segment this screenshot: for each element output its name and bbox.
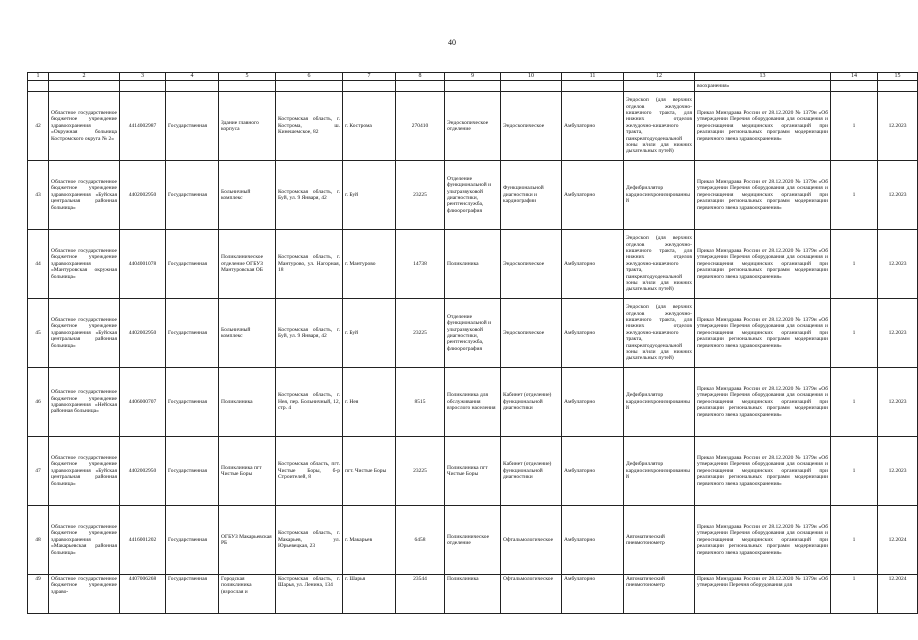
header-cell: 5 xyxy=(219,73,276,81)
inn-cell: 4406000707 xyxy=(120,368,166,437)
legal-basis-cell: Приказ Минздрава России от 28.12.2020 № 1379н «Об утверждении Перечня оборудования для оснащения и переоснащения медицинских организаций при реализации региональных программ модернизации первичного звена здравоохранения» xyxy=(695,230,831,299)
page-number: 40 xyxy=(448,38,456,47)
population-cell: 270410 xyxy=(396,92,445,161)
building-cell: Поликлиническое отделение ОГБУЗ Мантуровская ОБ xyxy=(219,230,276,299)
date-cell: 12.2024 xyxy=(878,506,918,575)
quantity-cell: 1 xyxy=(831,437,878,506)
legal-basis-cell: Приказ Минздрава России от 28.12.2020 № 1379н «Об утверждении Перечня оборудования для оснащения и переоснащения медицинских организаций при реализации региональных программ модернизации первичного звена здравоохранения» xyxy=(695,368,831,437)
header-cell: 1 xyxy=(28,73,49,81)
conditions-cell: Амбулаторно xyxy=(562,92,624,161)
header-cell: 15 xyxy=(878,73,918,81)
table-row xyxy=(28,506,918,575)
building-cell: Больничный комплекс xyxy=(219,161,276,230)
org-name-cell: Областное государственное бюджетное учреждение здравоохранения «Буйская центральная районная больница» xyxy=(49,299,120,368)
header-cell: 12 xyxy=(624,73,695,81)
locality-cell: г. Макарьев xyxy=(343,506,396,575)
row-number-cell: 47 xyxy=(28,437,49,506)
address-cell: Костромская область, пгт. Чистые Боры, б-р Строителей, 8 xyxy=(276,437,343,506)
population-cell: 23225 xyxy=(396,299,445,368)
department-cell: Поликлиника xyxy=(445,575,501,614)
date-cell: 12.2023 xyxy=(878,230,918,299)
org-name-cell: Областное государственное бюджетное учреждение здравоохранения «Нейская районная больница» xyxy=(49,368,120,437)
ownership-cell: Государственная xyxy=(166,92,219,161)
row-number-cell: 48 xyxy=(28,506,49,575)
legal-basis-cell: Приказ Минздрава России от 28.12.2020 № 1379н «Об утверждении Перечня оборудования для оснащения и переоснащения медицинских организаций при реализации региональных программ модернизации первичного звена здравоохранения» xyxy=(695,299,831,368)
conditions-cell: Амбулаторно xyxy=(562,230,624,299)
date-cell: 12.2023 xyxy=(878,92,918,161)
department-cell: Поликлиника xyxy=(445,230,501,299)
department-cell: Отделение функциональной и ультразвуковой диагностики, рентгенслужба, флюорография xyxy=(445,161,501,230)
locality-cell: г. Кострома xyxy=(343,92,396,161)
inn-cell: 4404001078 xyxy=(120,230,166,299)
ownership-cell: Государственная xyxy=(166,575,219,614)
ownership-cell: Государственная xyxy=(166,506,219,575)
inn-cell: 4414002987 xyxy=(120,92,166,161)
quantity-cell: 1 xyxy=(831,92,878,161)
population-cell: 23225 xyxy=(396,437,445,506)
locality-cell: г. Буй xyxy=(343,299,396,368)
equipment-table xyxy=(27,72,918,614)
equipment-cell: Автоматический пневмотонометр xyxy=(624,506,695,575)
equipment-cell: Дефибриллятор кардиосинхронизированный xyxy=(624,161,695,230)
ownership-cell: Государственная xyxy=(166,437,219,506)
quantity-cell: 1 xyxy=(831,230,878,299)
org-name-cell: Областное государственное бюджетное учреждение здравоохранения «Буйская центральная районная больница» xyxy=(49,161,120,230)
legal-basis-cell: Приказ Минздрава России от 28.12.2020 № 1379н «Об утверждении Перечня оборудования для оснащения и переоснащения медицинских организаций при реализации региональных программ модернизации первичного звена здравоохранения» xyxy=(695,437,831,506)
quantity-cell: 1 xyxy=(831,506,878,575)
conditions-cell: Амбулаторно xyxy=(562,299,624,368)
org-name-cell: Областное государственное бюджетное учреждение здравоохранения «Окружная больница Костромского округа № 2» xyxy=(49,92,120,161)
table-row xyxy=(28,575,918,614)
address-cell: Костромская область, г. Макарьев, ул. Юрьевецкая, 23 xyxy=(276,506,343,575)
row-number-cell: 42 xyxy=(28,92,49,161)
row-number-cell: 43 xyxy=(28,161,49,230)
locality-cell: г. Шарья xyxy=(343,575,396,614)
inn-cell: 4402002950 xyxy=(120,299,166,368)
equipment-cell: Эндоскоп (для верхних отделов желудочно-кишечного тракта, для нижних отделов желудочно-кишечного тракта, панкреатодуоденальной зоны и/или для нижних дыхательных путей) xyxy=(624,92,695,161)
date-cell: 12.2024 xyxy=(878,575,918,614)
row-number-cell: 46 xyxy=(28,368,49,437)
population-cell: 14738 xyxy=(396,230,445,299)
profile-cell: Кабинет (отделение) функциональной диагностики xyxy=(501,368,562,437)
quantity-cell: 1 xyxy=(831,299,878,368)
ownership-cell: Государственная xyxy=(166,230,219,299)
equipment-cell: Эндоскоп (для верхних отделов желудочно-кишечного тракта, для нижних отделов желудочно-кишечного тракта, панкреатодуоденальной зоны и/или для нижних дыхательных путей) xyxy=(624,230,695,299)
org-name-cell: Областное государственное бюджетное учреждение здраво- xyxy=(49,575,120,614)
department-cell: Поликлиника пгт Чистые Боры xyxy=(445,437,501,506)
org-name-cell: Областное государственное бюджетное учреждение здравоохранения «Мантуровская окружная больница» xyxy=(49,230,120,299)
building-cell: Больничный комплекс xyxy=(219,299,276,368)
address-cell: Костромская область, г. Нея, пер. Больничный, 12, стр. 4 xyxy=(276,368,343,437)
header-cell: 6 xyxy=(276,73,343,81)
conditions-cell: Амбулаторно xyxy=(562,161,624,230)
header-cell: 11 xyxy=(562,73,624,81)
table-row xyxy=(28,230,918,299)
profile-cell: Офтальмологическое xyxy=(501,506,562,575)
address-cell: Костромская область, г. Буй, ул. 9 Января, 42 xyxy=(276,161,343,230)
quantity-cell: 1 xyxy=(831,368,878,437)
ownership-cell: Государственная xyxy=(166,299,219,368)
building-cell: Городская поликлиника (взрослая и xyxy=(219,575,276,614)
address-cell: Костромская область, г. Шарья, ул. Ленина, 134 xyxy=(276,575,343,614)
org-name-cell: Областное государственное бюджетное учреждение здравоохранения «Макарьевская районная больница» xyxy=(49,506,120,575)
inn-cell: 4407006268 xyxy=(120,575,166,614)
table-row xyxy=(28,299,918,368)
conditions-cell: Амбулаторно xyxy=(562,575,624,614)
building-cell: Поликлиника xyxy=(219,368,276,437)
legal-basis-cell: Приказ Минздрава России от 28.12.2020 № 1379н «Об утверждении Перечня оборудования для оснащения и переоснащения медицинских организаций при реализации региональных программ модернизации первичного звена здравоохранения» xyxy=(695,161,831,230)
profile-cell: Эндоскопическое xyxy=(501,299,562,368)
population-cell: 23225 xyxy=(396,161,445,230)
profile-cell: Кабинет (отделение) функциональной диагностики xyxy=(501,437,562,506)
population-cell: 6458 xyxy=(396,506,445,575)
date-cell: 12.2023 xyxy=(878,437,918,506)
row-number-cell: 44 xyxy=(28,230,49,299)
inn-cell: 4402002950 xyxy=(120,161,166,230)
inn-cell: 4402002950 xyxy=(120,437,166,506)
header-cell: 7 xyxy=(343,73,396,81)
row-number-cell: 45 xyxy=(28,299,49,368)
locality-cell: г. Мантурово xyxy=(343,230,396,299)
date-cell: 12.2023 xyxy=(878,161,918,230)
address-cell: Костромская область, г. Буй, ул. 9 Января, 42 xyxy=(276,299,343,368)
ownership-cell: Государственная xyxy=(166,368,219,437)
quantity-cell: 1 xyxy=(831,575,878,614)
header-cell: 10 xyxy=(501,73,562,81)
locality-cell: г. Буй xyxy=(343,161,396,230)
header-cell: 13 xyxy=(695,73,831,81)
conditions-cell: Амбулаторно xyxy=(562,506,624,575)
equipment-cell: Эндоскоп (для верхних отделов желудочно-кишечного тракта, для нижних отделов желудочно-кишечного тракта, панкреатодуоденальной зоны и/или для нижних дыхательных путей) xyxy=(624,299,695,368)
quantity-cell: 1 xyxy=(831,161,878,230)
inn-cell: 4416001202 xyxy=(120,506,166,575)
legal-basis-cell: Приказ Минздрава России от 28.12.2020 № 1379н «Об утверждении Перечня оборудования для оснащения и переоснащения медицинских организаций при реализации региональных программ модернизации первичного звена здравоохранения» xyxy=(695,506,831,575)
department-cell: Поликлиническое отделение xyxy=(445,506,501,575)
locality-cell: пгт. Чистые Боры xyxy=(343,437,396,506)
date-cell: 12.2023 xyxy=(878,299,918,368)
header-cell: 4 xyxy=(166,73,219,81)
header-cell: 8 xyxy=(396,73,445,81)
profile-cell: Эндоскопическое xyxy=(501,92,562,161)
population-cell: 23544 xyxy=(396,575,445,614)
continuation-cell: воохранения» xyxy=(695,81,831,92)
header-cell: 14 xyxy=(831,73,878,81)
header-cell: 2 xyxy=(49,73,120,81)
column-header-row xyxy=(28,73,918,81)
profile-cell: Офтальмологическое xyxy=(501,575,562,614)
department-cell: Эндоскопическое отделение xyxy=(445,92,501,161)
equipment-cell: Дефибриллятор кардиосинхронизированный xyxy=(624,368,695,437)
department-cell: Отделение функциональной и ультразвуковой диагностики, рентгенслужба, флюорография xyxy=(445,299,501,368)
table-row xyxy=(28,368,918,437)
header-cell: 3 xyxy=(120,73,166,81)
profile-cell: Эндоскопическое xyxy=(501,230,562,299)
table-row xyxy=(28,161,918,230)
legal-basis-cell: Приказ Минздрава России от 28.12.2020 № 1379н «Об утверждении Перечня оборудования для оснащения и переоснащения медицинских организаций при реализации региональных программ модернизации первичного звена здравоохранения» xyxy=(695,92,831,161)
address-cell: Костромская область, г. Кострома, ш. Кинешемское, 82 xyxy=(276,92,343,161)
address-cell: Костромская область, г. Мантурово, ул. Нагорная, 18 xyxy=(276,230,343,299)
table-row xyxy=(28,92,918,161)
continuation-row xyxy=(28,81,918,92)
department-cell: Поликлиника для обслуживания взрослого населения xyxy=(445,368,501,437)
org-name-cell: Областное государственное бюджетное учреждение здравоохранения «Буйская центральная районная больница» xyxy=(49,437,120,506)
building-cell: Поликлиника пгт Чистые Боры xyxy=(219,437,276,506)
date-cell: 12.2023 xyxy=(878,368,918,437)
ownership-cell: Государственная xyxy=(166,161,219,230)
conditions-cell: Амбулаторно xyxy=(562,368,624,437)
header-cell: 9 xyxy=(445,73,501,81)
row-number-cell: 49 xyxy=(28,575,49,614)
profile-cell: Функциональной диагностики и кардиографии xyxy=(501,161,562,230)
equipment-cell: Дефибриллятор кардиосинхронизированный xyxy=(624,437,695,506)
conditions-cell: Амбулаторно xyxy=(562,437,624,506)
locality-cell: г. Нея xyxy=(343,368,396,437)
equipment-cell: Автоматический пневмотонометр xyxy=(624,575,695,614)
population-cell: 8515 xyxy=(396,368,445,437)
building-cell: Здание главного корпуса xyxy=(219,92,276,161)
building-cell: ОГБУЗ Макарьевская РБ xyxy=(219,506,276,575)
table-row xyxy=(28,437,918,506)
legal-basis-cell: Приказ Минздрава России от 28.12.2020 № 1379н «Об утверждении Перечня оборудования для xyxy=(695,575,831,614)
